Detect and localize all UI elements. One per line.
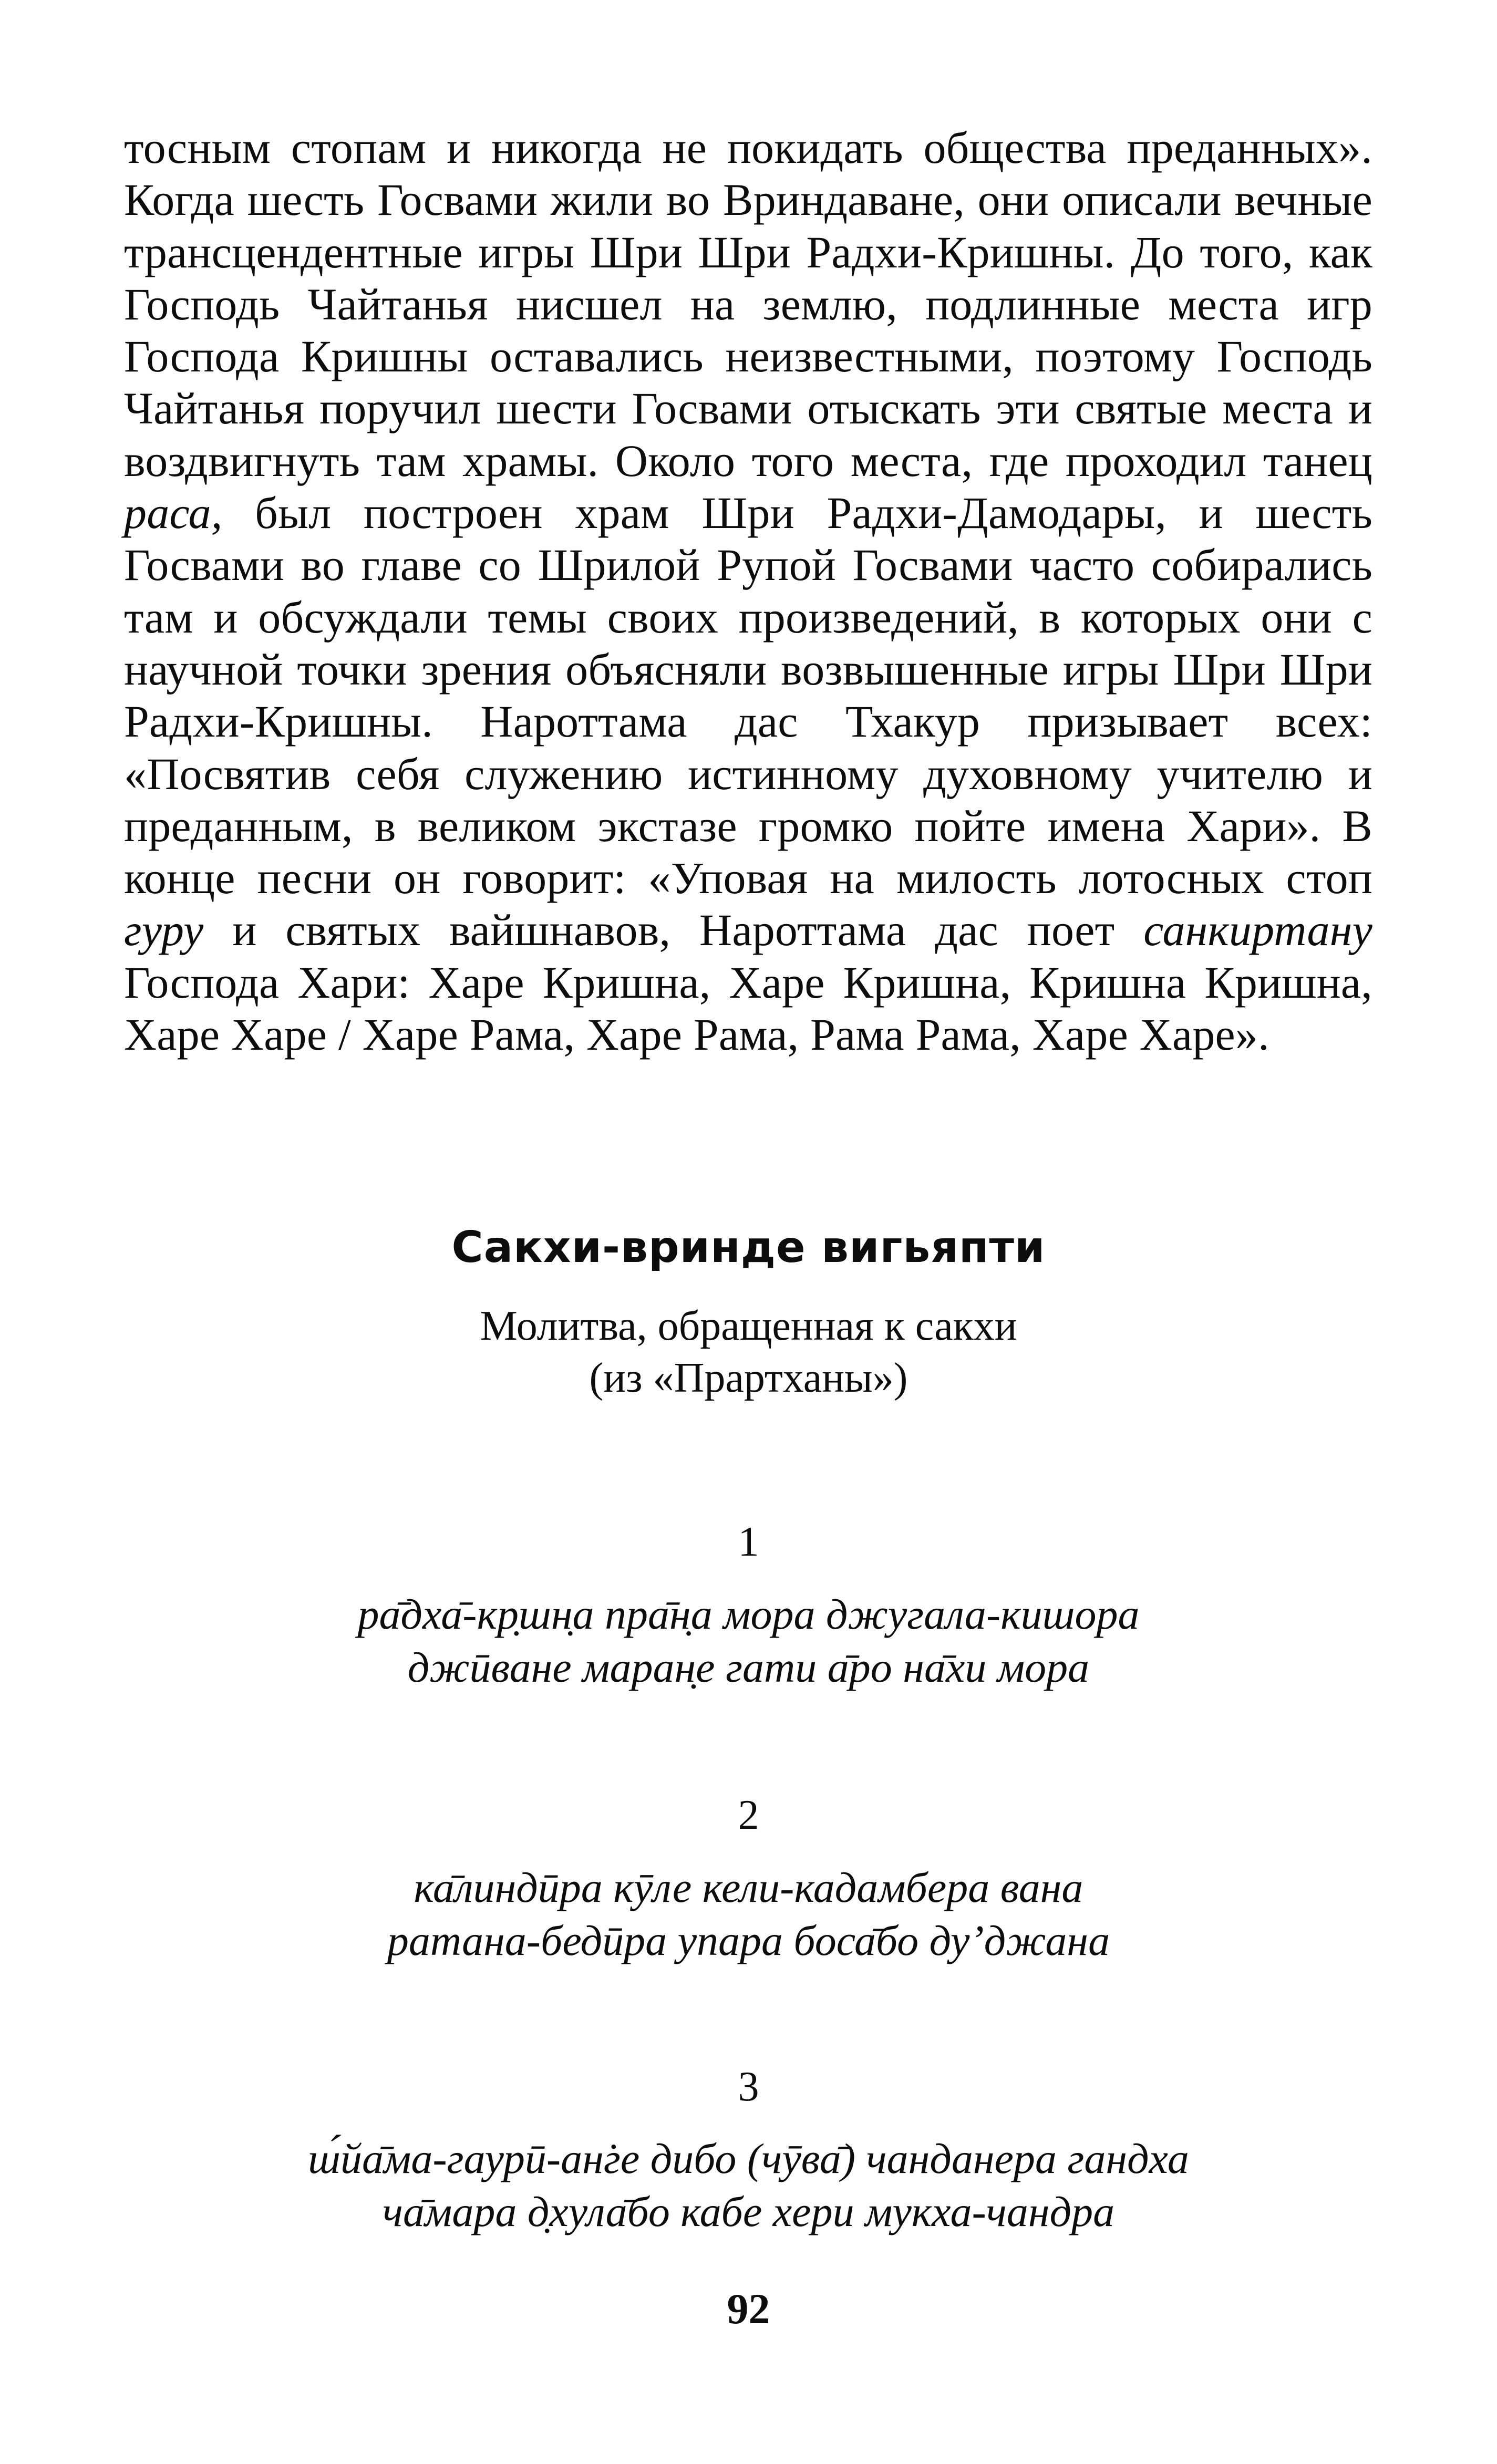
verse-number: 1 <box>738 1519 759 1565</box>
verse-line: ча̄мара д̣хула̄бо кабе хери мукха-чандра <box>382 2188 1115 2235</box>
verse-1 <box>0 1588 1497 1694</box>
verse-2 <box>0 1861 1497 1967</box>
subtitle-line: Молитва, обращенная к сакхи <box>480 1303 1017 1349</box>
subtitle-line: (из «Прартханы») <box>589 1355 908 1401</box>
song-title: Сакхи-вринде вигьяпти <box>451 1223 1046 1272</box>
verse-number: 3 <box>738 2064 759 2110</box>
verse-number: 2 <box>738 1792 759 1838</box>
verse-line: джӣване маран̣е гати а̄ро на̄хи мора <box>407 1643 1090 1691</box>
verse-3 <box>0 2132 1497 2238</box>
verse-line: ка̄линдӣра кӯле кели-кадамбера вана <box>414 1863 1083 1911</box>
body-paragraph: тосным стопам и никогда не покидать общества преданных». Когда шесть Госвами жили во Вриндаване, они описали вечные трансцендентные игры Шри Шри Радхи-Кришны. До того, как Господь Чайтанья нисшел на землю, подлинные места игр Господа Кришны оставались неизвестными, поэтому Господь Чайтанья поручил шести Госвами отыскать эти святые места и воздвигнуть там храмы. Около того места, где проходил танец раса, был построен храм Шри Радхи-Дамодары, и шесть Госвами во главе со Шрилой Рупой Госвами часто собирались там и обсуждали темы своих произведений, в которых они с научной точки зрения объясняли возвышенные игры Шри Шри Радхи-Кришны. Нароттама дас Тхакур призывает всех: «Посвятив себя служению истинному духовному учителю и преданным, в великом экстазе громко пойте имена Хари». В конце песни он говорит: «Уповая на милость лотосных стоп гуру и святых вайшнавов, Нароттама дас поет санкиртану Господа Хари: Харе Кришна, Харе Кришна, Кришна Кришна, Харе Харе / Харе Рама, Харе Рама, Рама Рама, Харе Харе». <box>124 122 1372 1060</box>
verse-line: ра̄дха̄-кр̣шн̣а пра̄н̣а мора джугала-кишора <box>357 1590 1140 1638</box>
page-number: 92 <box>727 2285 770 2333</box>
verse-line: ш́йа̄ма-гаурӣ-ан̇ге дибо (чӯва̄) чанданера гандха <box>308 2135 1189 2182</box>
verse-line: ратана-бедӣра упара боса̄бо ду’джана <box>387 1917 1110 1964</box>
song-subtitle <box>0 1300 1497 1404</box>
